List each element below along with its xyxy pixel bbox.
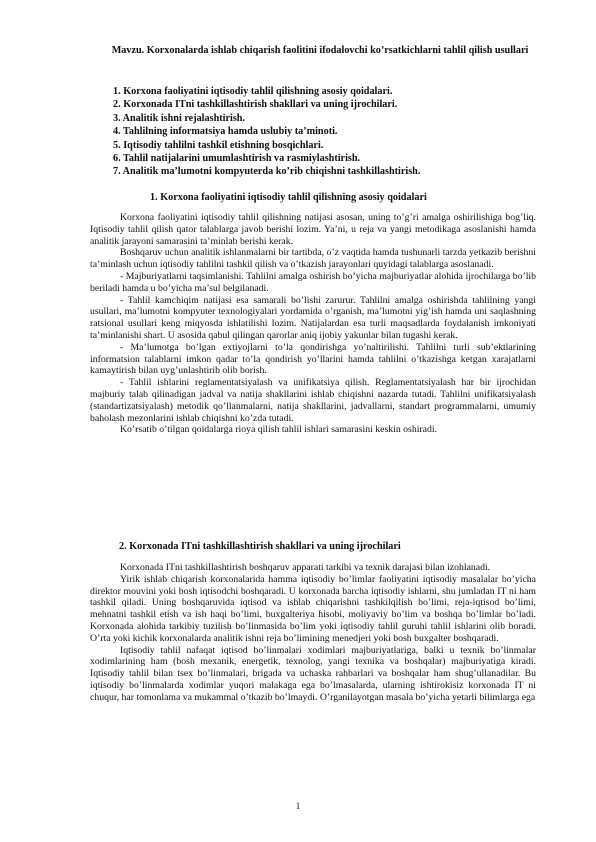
toc-item: 2. Korxonada ITni tashkillashtirish shakllari va uning ijrochilari. <box>113 99 398 111</box>
table-of-contents <box>113 85 553 179</box>
document-title: Mavzu. Korxonalarda ishlab chiqarish faolitini ifodalovchi ko’rsatkichlarni tahlil qilish usullari <box>111 45 529 56</box>
toc-item: 7. Analitik ma’lumotni kompyuterda ko’rib chiqishni tashkillashtirish. <box>113 166 421 178</box>
paragraph: Ko’rsatib o’tilgan qoidalarga rioya qilish tahlil ishlari samarasini keskin oshiradi. <box>120 424 437 436</box>
section-1-heading: 1. Korxona faoliyatini iqtisodiy tahlil qilishning asosiy qoidalari <box>150 192 427 203</box>
paragraph: - Ma’lumotga bo’lgan extiyojlarni to’la qondirishga yo’naltirilishi. Tahlilni turli sub’ektlarining informatsion talablarni imkon qadar to’la qondirish yo’llarini hamda tahlilni o’tkazishga ketgan xarajatlarni kamaytirish bilan uyg’unlashtirib olib borish. <box>90 341 536 377</box>
section-2-body <box>90 562 536 704</box>
paragraph: - Majburiyatlarni taqsimlanishi. Tahlilni amalga oshirish bo’yicha majburiyatlar alohida ijrochilarga bo’lib beriladi hamda u bo’yicha ma’sul belgilanadi. <box>90 270 536 294</box>
paragraph: Boshqaruv uchun analitik ishlanmalarni bir tartibda, o’z vaqtida hamda tushunarli tarzda yetkazib berishni ta’minlash uchun iqtisodiy tahlilni tashkil qilish va o’tkazish jarayonlari quyidagi talablarga asoslanadi. <box>90 247 536 271</box>
paragraph: - Tahlil ishlarini reglamentatsiyalash va unifikatsiya qilish. Reglamentatsiyalash har bir ijrochidan majburiy talab qilinadigan jadval va natija shakllarini ishlab chiqishni nazarda tutadi. Tahlilni unifikatsiyalash (standartizatsiyalash) metodik qo’llanmalarni, natija shakllarini, jadvallarni, standart programmalarni, umumiy baholash mezonlarini ishlab chiqishni ko’zda tutadi. <box>90 377 536 424</box>
section-1-body <box>90 212 536 436</box>
toc-item: 3. Analitik ishni rejalashtirish. <box>113 112 245 124</box>
page-number: 1 <box>295 801 301 811</box>
toc-item: 6. Tahlil natijalarini umumlashtirish va rasmiylashtirish. <box>113 153 361 165</box>
toc-item: 1. Korxona faoliyatini iqtisodiy tahlil qilishning asosiy qoidalari. <box>113 86 393 97</box>
paragraph: Korxona faoliyatini iqtisodiy tahlil qilishning natijasi asosan, uning to’g’ri amalga oshirilishiga bog’liq. Iqtisodiy tahlil qilish qator talablarga javob berishi lozim. Ya’ni, u reja va yangi metodikaga asoslanishi hamda analitik jarayoni samarasini ta’minlab berishi kerak. <box>90 212 536 247</box>
toc-item: 5. Iqtisodiy tahlilni tashkil etishning bosqichlari. <box>113 139 324 151</box>
paragraph: Korxonada ITni tashkillashtirish boshqaruv apparati tarkibi va texnik darajasi bilan izohlanadi. <box>120 562 491 573</box>
paragraph: - Tahlil kamchiqim natijasi esa samarali bo’lishi zarurur. Tahlilni amalga oshirishda tahlilning yangi usullari, ma’lumotni kompyuter texnologiyalari yordamida o’rganish, ma’lumotni yig’ish hamda uni saqlashning ratsional usullari keng miqyosda ishlatilishi lozim. Natijalardan esa turli maqsadlarda foydalanish imkoniyati ta’minlanishi shart. U asosida qabul qilingan qarorlar aniq ijobiy yakunlar bilan tugashi kerak. <box>90 294 536 341</box>
paragraph: Yirik ishlab chiqarish korxonalarida hamma iqtisodiy bo’limlar faoliyatini iqtisodiy masalalar bo’yicha direktor mouvini yoki bosh iqtisodchi boshqaradi. U korxonada barcha iqtisodiy ishlarni, shu jumladan IT ni ham tashkil qiladi. Uning boshqaruvida iqtisod va ishlab chiqarishni tashkilqilish bo’limi, reja-iqtisod bo’limi, mehnatni tashkil etish va ish haqi bo’limi, buxgalteriya hisobi, moliyaviy bo’lim va boshqa bo’limlar bo’ladi. Korxonada alohida tarkibiy tuzilish bo’linmasida bo’lim yoki iqtisodiy tahlil guruhi tahlil ishlarini olib boradi. O’rta yoki kichik korxonalarda analitik ishni reja bo’limining menedjeri yoki bosh buxgalter boshqaradi. <box>90 573 536 644</box>
section-2-heading: 2. Korxonada ITni tashkillashtirish shakllari va uning ijrochilari <box>119 541 401 552</box>
toc-item: 4. Tahlilning informatsiya hamda uslubiy ta’minoti. <box>113 126 338 138</box>
paragraph: Iqtisodiy tahlil nafaqat iqtisod bo’linmalari xodimlari majburiyatlariga, balki u texnik bo’linmalar xodimlarining ham (bosh mexanik, energetik, texnolog, yangi texnika va boshqalar) majburiyatiga kiradi. Iqtisodiy tahlil bilan tsex bo’linmalari, brigada va uchaska rahbarlari va boshqalar ham shug’ullanadilar. Bu iqtisodiy bo’linmalarda xodimlar yuqori malakaga ega bo’lmasalarda, ularning ishtirokisiz korxonada IT ni chuqur, har tomonlama va mukammal o’tkazib bo’lmaydi. O’rganilayotgan masala bo’yicha yetarli bilimlarga ega <box>90 644 536 703</box>
